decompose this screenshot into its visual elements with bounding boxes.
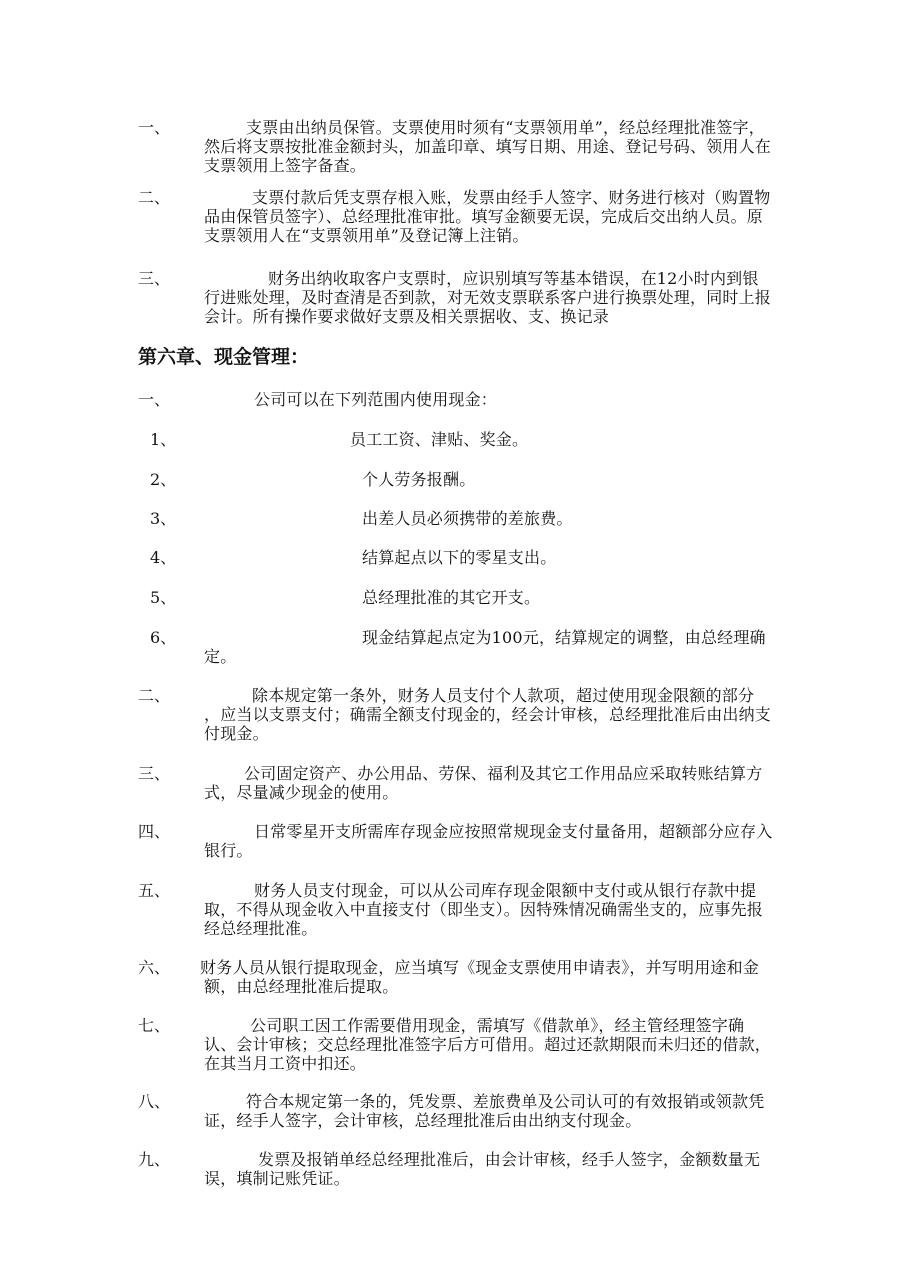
item-number: 四、: [138, 822, 171, 841]
item-number: 4、: [150, 548, 177, 567]
item-number: 八、: [138, 1092, 171, 1111]
item-text: 符合本规定第一条的，凭发票、差旅费单及公司认可的有效报销或领款凭证，经手人签字，会计审核，总经理批准后由出纳支付现金。: [204, 1092, 765, 1130]
item-number: 5、: [150, 588, 177, 607]
item-text: 支票付款后凭支票存根入账，发票由经手人签字、财务进行核对（购置物品由保管员签字）、总经理批准审批。填写金额要无误，完成后交出纳人员。原支票领用人在“支票领用单”及登记簿上注销。: [204, 188, 771, 245]
item-number: 1、: [150, 430, 177, 449]
item-text: 公司可以在下列范围内使用现金：: [254, 390, 498, 409]
item-number: 6、: [150, 628, 177, 647]
item-number: 二、: [138, 188, 171, 207]
item-text: 出差人员必须携带的差旅费。: [362, 509, 573, 528]
item-number: 九、: [138, 1150, 171, 1169]
chapter-heading: 第六章、现金管理：: [138, 346, 310, 368]
item-text: 现金结算起点定为100元，结算规定的调整，由总经理确定。: [204, 628, 766, 666]
item-text: 总经理批准的其它开支。: [362, 588, 541, 607]
item-text: 结算起点以下的零星支出。: [362, 548, 557, 567]
item-number: 3、: [150, 509, 177, 528]
item-number: 2、: [150, 470, 177, 489]
item-text: 支票由出纳员保管。支票使用时须有“支票领用单”，经总经理批准签字，然后将支票按批准金额封头，加盖印章、填写日期、用途、登记号码、领用人在支票领用上签字备查。: [204, 118, 772, 175]
item-number: 三、: [138, 269, 171, 288]
item-number: 一、: [138, 390, 171, 409]
item-number: 三、: [138, 764, 171, 783]
item-text: 公司职工因工作需要借用现金，需填写《借款单》，经主管经理签字确认、会计审核；交总经理批准签字后方可借用。超过还款期限而未归还的借款，在其当月工资中扣还。: [204, 1016, 772, 1073]
item-text: 财务人员从银行提取现金，应当填写《现金支票使用申请表》，并写明用途和金额，由总经理批准后提取。: [200, 958, 760, 996]
item-text: 除本规定第一条外，财务人员支付个人款项，超过使用现金限额的部分 ，应当以支票支付；确需全额支付现金的，经会计审核，总经理批准后由出纳支付现金。: [204, 686, 772, 743]
item-text: 财务人员支付现金，可以从公司库存现金限额中支付或从银行存款中提取，不得从现金收入中直接支付（即坐支）。因特殊情况确需坐支的，应事先报经总经理批准。: [204, 881, 764, 938]
item-number: 七、: [138, 1016, 171, 1035]
item-number: 二、: [138, 686, 171, 705]
item-number: 六、: [138, 958, 171, 977]
item-number: 一、: [138, 118, 171, 137]
item-text: 财务出纳收取客户支票时，应识别填写等基本错误，在12小时内到银行进账处理，及时查清是否到款，对无效支票联系客户进行换票处理，同时上报会计。所有操作要求做好支票及相关票据收、支、换记录: [204, 269, 772, 326]
item-text: 日常零星开支所需库存现金应按照常规现金支付量备用，超额部分应存入银行。: [204, 822, 773, 860]
item-text: 发票及报销单经总经理批准后，由会计审核，经手人签字，金额数量无误，填制记账凭证。: [204, 1150, 761, 1188]
item-text: 员工工资、津贴、奖金。: [350, 430, 529, 449]
item-number: 五、: [138, 881, 171, 900]
item-text: 公司固定资产、办公用品、劳保、福利及其它工作用品应采取转账结算方式，尽量减少现金的使用。: [204, 764, 763, 802]
item-text: 个人劳务报酬。: [362, 470, 476, 489]
